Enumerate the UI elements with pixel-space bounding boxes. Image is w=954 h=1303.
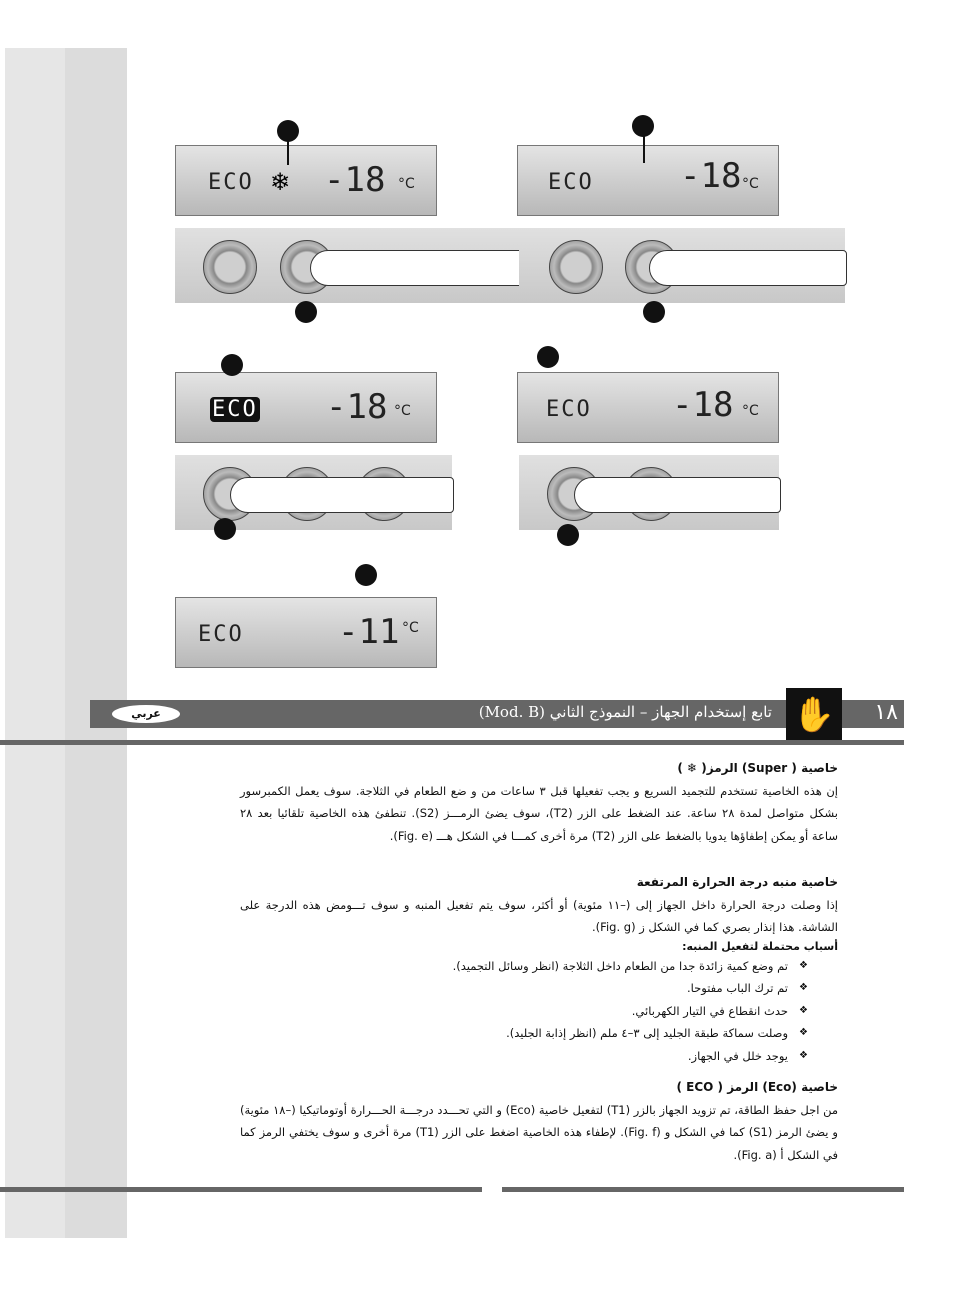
callout-dot (643, 301, 665, 323)
margin-band (5, 48, 65, 1238)
list-item: ❖ حدث انقطاع في التيار الكهربائي. (240, 1000, 838, 1023)
temperature: -18 (324, 160, 386, 200)
super-section (240, 757, 838, 847)
eco-label: ECO (546, 397, 592, 422)
callout-dot (277, 120, 299, 142)
temperature: -18 (326, 387, 388, 427)
super-heading: خاصية ( Super) الرمز( ❄ ) (677, 761, 838, 775)
finger-illustration (574, 477, 781, 513)
temperature: -18 (680, 156, 742, 196)
causes-list (240, 955, 838, 1068)
unit: °C (742, 403, 759, 419)
button-t1[interactable] (549, 240, 603, 294)
unit: °C (402, 620, 419, 636)
display-super-on (175, 145, 437, 216)
list-item: ❖ تم وضع كمية زائدة جدا من الطعام داخل الثلاجة (انظر وسائل التجميد). (240, 955, 838, 978)
callout-dot (214, 518, 236, 540)
list-item: ❖ يوجد خلل في الجهاز. (240, 1045, 838, 1068)
eco-body: من اجل حفظ الطاقة، تم تزويد الجهاز بالزر (T1) لتفعيل خاصية (Eco) و التي تحـــدد درجـــة الحـــرارة أوتوماتيكيا (–١٨ مئوية) و يضئ الرمز (S1) كما في الشكل و (Fig. f). لإطفاء هذه الخاصية اضغط على الزر (T1) مرة أخرى و سوف يختفي الرمز كما في الشكل أ (Fig. a). (240, 1102, 838, 1162)
callout-dot (221, 354, 243, 376)
button-panel (519, 228, 845, 303)
section-header (90, 700, 904, 728)
unit: °C (742, 176, 759, 192)
button-panel (175, 455, 452, 530)
divider (502, 1187, 904, 1192)
eco-label: ECO (198, 622, 244, 647)
section-title: تابع إستخدام الجهاز – النموذج الثاني (Mod. B) (478, 703, 772, 721)
eco-heading: خاصية (Eco) الرمز ( ECO ) (676, 1080, 838, 1094)
button-t1[interactable] (203, 240, 257, 294)
page-number: ١٨ (874, 700, 898, 725)
button-panel (175, 228, 527, 303)
callout-dot (557, 524, 579, 546)
display-normal (517, 145, 779, 216)
callout-dot (537, 346, 559, 368)
hand-icon: ✋ (786, 688, 842, 743)
temperature-flashing: -11 (338, 612, 400, 652)
finger-illustration (230, 477, 454, 513)
list-item: ❖ تم ترك الباب مفتوحا. (240, 977, 838, 1000)
callout-dot (632, 115, 654, 137)
snowflake-icon: ❄ (270, 168, 291, 196)
alarm-section (240, 871, 838, 1067)
divider (0, 1187, 482, 1192)
display-eco-on (175, 372, 437, 443)
eco-section (240, 1076, 838, 1166)
list-item: ❖ وصلت سماكة طبقة الجليد إلى ٣–٤ ملم (انظر إذابة الجليد). (240, 1022, 838, 1045)
temperature: -18 (672, 385, 734, 425)
button-panel (519, 455, 779, 530)
super-body: إن هذه الخاصية تستخدم للتجميد السريع و يجب تفعيلها قبل ٣ ساعات من و ضع الطعام في الثلاجة. سوف يعمل الكمبرسور بشكل متواصل لمدة ٢٨ ساعة. عند الضغط على الزر (T2)، سوف يضئ الرمـــز (S2). تنطفئ هذه الخاصية تلقائيا بعد ٢٨ ساعة أو يمكن إطفاؤها يدويا بالضغط على الزر (T2) مرة أخرى كمـــا في الشكل هـــ (Fig. e). (240, 783, 838, 843)
causes-title: أسباب محتملة لتفعيل المنبه: (682, 939, 838, 953)
eco-label: ECO (208, 170, 254, 195)
display-alarm (175, 597, 437, 668)
alarm-body: إذا وصلت درجة الحرارة داخل الجهاز إلى (–١١ مئوية) أو أكثر، سوف يتم تفعيل المنبه و سوف تـــومض هذه الدرجة على الشاشة. هذا إنذار بصري كما في الشكل ز (Fig. g). (240, 897, 839, 934)
alarm-heading: خاصية منبه درجة الحرارة المرتفعة (636, 875, 838, 889)
eco-label: ECO (548, 170, 594, 195)
eco-label-highlighted: ECO (212, 397, 258, 422)
display-eco-off (517, 372, 779, 443)
unit: °C (394, 403, 411, 419)
language-badge: عربي (112, 705, 180, 723)
margin-band (65, 48, 127, 1238)
finger-illustration (310, 250, 532, 286)
callout-dot (355, 564, 377, 586)
finger-illustration (649, 250, 847, 286)
divider (0, 740, 904, 745)
callout-dot (295, 301, 317, 323)
unit: °C (398, 176, 415, 192)
